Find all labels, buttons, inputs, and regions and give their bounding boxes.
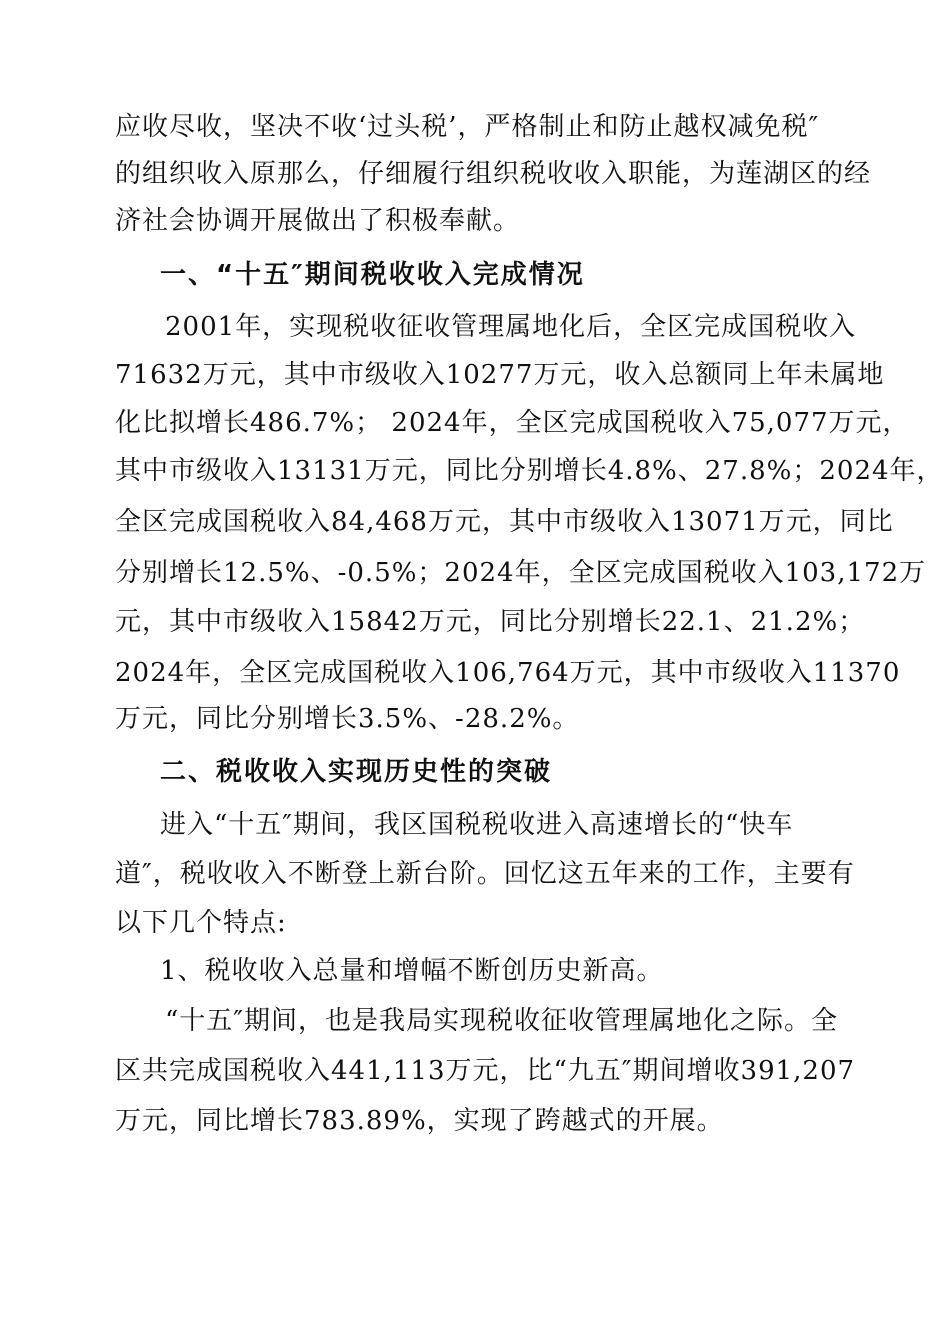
- body-text-line: “十五″期间，也是我局实现税收征收管理属地化之际。全: [165, 1006, 839, 1036]
- body-text-line: 71632万元，其中市级收入10277万元，收入总额同上年未属地: [115, 360, 885, 390]
- section-heading-2: 二、税收收入实现历史性的突破: [160, 757, 553, 787]
- body-text-line: 进入“十五″期间，我区国税税收进入高速增长的“快车: [160, 810, 794, 840]
- body-text-line: 其中市级收入13131万元，同比分别增长4.8%、27.8%；2024年，: [115, 456, 944, 486]
- body-text-line: 区共完成国税收入441,113万元，比“九五″期间增收391,207: [115, 1056, 856, 1086]
- body-text-line: 2001年，实现税收征收管理属地化后，全区完成国税收入: [165, 312, 857, 342]
- body-text-line: 分别增长12.5%、-0.5%；2024年，全区完成国税收入103,172万: [115, 558, 927, 588]
- body-text-line: 全区完成国税收入84,468万元，其中市级收入13071万元，同比: [115, 507, 894, 537]
- body-text-line: 化比拟增长486.7%； 2024年，全区完成国税收入75,077万元，: [115, 408, 910, 438]
- body-text-line: 的组织收入原那么，仔细履行组织税收收入职能，为莲湖区的经: [115, 159, 872, 189]
- body-text-line: 道″，税收收入不断登上新台阶。回忆这五年来的工作，主要有: [115, 859, 855, 889]
- body-text-line: 元，其中市级收入15842万元，同比分别增长22.1、21.2%；: [115, 607, 866, 637]
- body-text-line: 应收尽收，坚决不收‘过头税’，严格制止和防止越权减免税″: [115, 112, 820, 142]
- subsection-item-1: 1、税收收入总量和增幅不断创历史新高。: [160, 956, 664, 986]
- body-text-line: 以下几个特点:: [115, 908, 287, 938]
- body-text-line: 济社会协调开展做出了积极奉献。: [115, 206, 521, 236]
- body-text-line: 2024年，全区完成国税收入106,764万元，其中市级收入11370: [115, 658, 901, 688]
- section-heading-1: 一、“十五″期间税收收入完成情况: [160, 260, 585, 290]
- body-text-line: 万元，同比分别增长3.5%、-28.2%。: [115, 704, 580, 734]
- body-text-line: 万元，同比增长783.89%，实现了跨越式的开展。: [115, 1106, 724, 1136]
